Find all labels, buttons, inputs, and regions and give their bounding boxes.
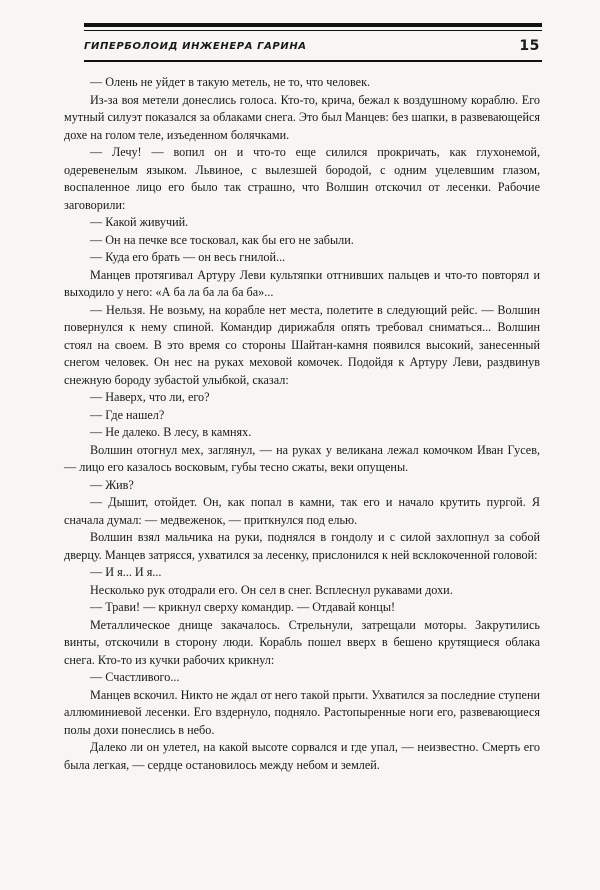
paragraph: Металлическое днище закачалось. Стрельнули, затрещали моторы. Закрутились винты, отскочили в сторону люди. Корабль пошел вверх в бешено крутящиеся облака снега. Кто-то из кучки рабочих крикнул: <box>64 617 540 667</box>
paragraph: Далеко ли он улетел, на какой высоте сорвался и где упал, — неизвестно. Смерть его была легкая, — сердце остановилось между небом и землей. <box>64 740 540 772</box>
paragraph: — Счастливого... <box>90 670 180 684</box>
paragraph: — Не далеко. В лесу, в камнях. <box>90 425 252 439</box>
paragraph: — Лечу! — вопил он и что-то еще силился прокричать, как глухонемой, одеревенелым языком. Львиное, с вылезшей бородой, с одним уцелевшим глазом, воспаленное лицо его было так страшно, что Волшин отскочил от лесенки. Рабочие заговорили: <box>64 145 540 212</box>
paragraph: Из-за воя метели донеслись голоса. Кто-то, крича, бежал к воздушному кораблю. Его мутный силуэт показался за облаками снега. Это был Манцев: без шапки, в развевающейся дохе на голом теле, изъеденном болячками. <box>64 92 540 142</box>
paragraph: Несколько рук отодрали его. Он сел в снег. Всплеснул рукавами дохи. <box>90 582 453 597</box>
paragraph: Манцев вскочил. Никто не ждал от него такой прыти. Ухватился за последние ступени аллюминиевой лесенки. Его вздернуло, подняло. Растопыренные ноги его, развевающиеся полы дохи понеслись в небо. <box>64 687 540 737</box>
paragraph: — Где нашел? <box>90 407 165 422</box>
paragraph: Волшин отогнул мех, заглянул, — на руках у великана лежал комочком Иван Гусев, — лицо его казалось восковым, губы тесно сжаты, веки опущены. <box>64 442 540 474</box>
paragraph: — Какой живучий. <box>90 215 189 229</box>
header-rule-thin <box>84 30 542 31</box>
header-rule-thick <box>84 23 542 27</box>
paragraph: Волшин взял мальчика на руки, поднялся в гондолу и с силой захлопнул за собой дверцу. Манцев затрясся, ухватился за лесенку, прислонился к ней всклокоченной головой: <box>64 530 540 562</box>
paragraph: — Он на печке все тосковал, как бы его не забыли. <box>90 232 354 247</box>
paragraph: Манцев протягивал Артуру Леви культяпки отгнивших пальцев и что-то повторял и выходило у него: «А ба ла ба ла ба ба»... <box>64 267 540 299</box>
running-head <box>84 38 542 56</box>
paragraph: — Куда его брать — он весь гнилой... <box>90 250 286 264</box>
paragraph: — Дышит, отойдет. Он, как попал в камни, так его и начало крутить пургой. Я сначала думал: — медвеженок, — приткнулся под елью. <box>64 495 540 527</box>
page-number: 15 <box>519 38 540 54</box>
running-title: ГИПЕРБОЛОИД ИНЖЕНЕРА ГАРИНА <box>84 41 307 52</box>
paragraph: — Трави! — крикнул сверху командир. — Отдавай концы! <box>90 600 396 614</box>
paragraph: — Нельзя. Не возьму, на корабле нет места, полетите в следующий рейс. — Волшин повернулся к нему спиной. Командир дирижабля опять требовал сниматься... Волшин стоял на своем. В это время со стороны Шайтан-камня появился высокий, занесенный снегом человек. Он нес на руках меховой комочек. Подойдя к Артуру Леви, раздвинув снежную бороду зубастой улыбкой, сказал: <box>64 302 540 387</box>
header-rule-under <box>84 60 542 62</box>
body-text <box>64 74 540 774</box>
paragraph: — И я... И я... <box>90 565 162 579</box>
paragraph: — Жив? <box>90 477 134 492</box>
paragraph: — Наверх, что ли, его? <box>90 390 210 404</box>
paragraph: — Олень не уйдет в такую метель, не то, что человек. <box>90 75 371 89</box>
